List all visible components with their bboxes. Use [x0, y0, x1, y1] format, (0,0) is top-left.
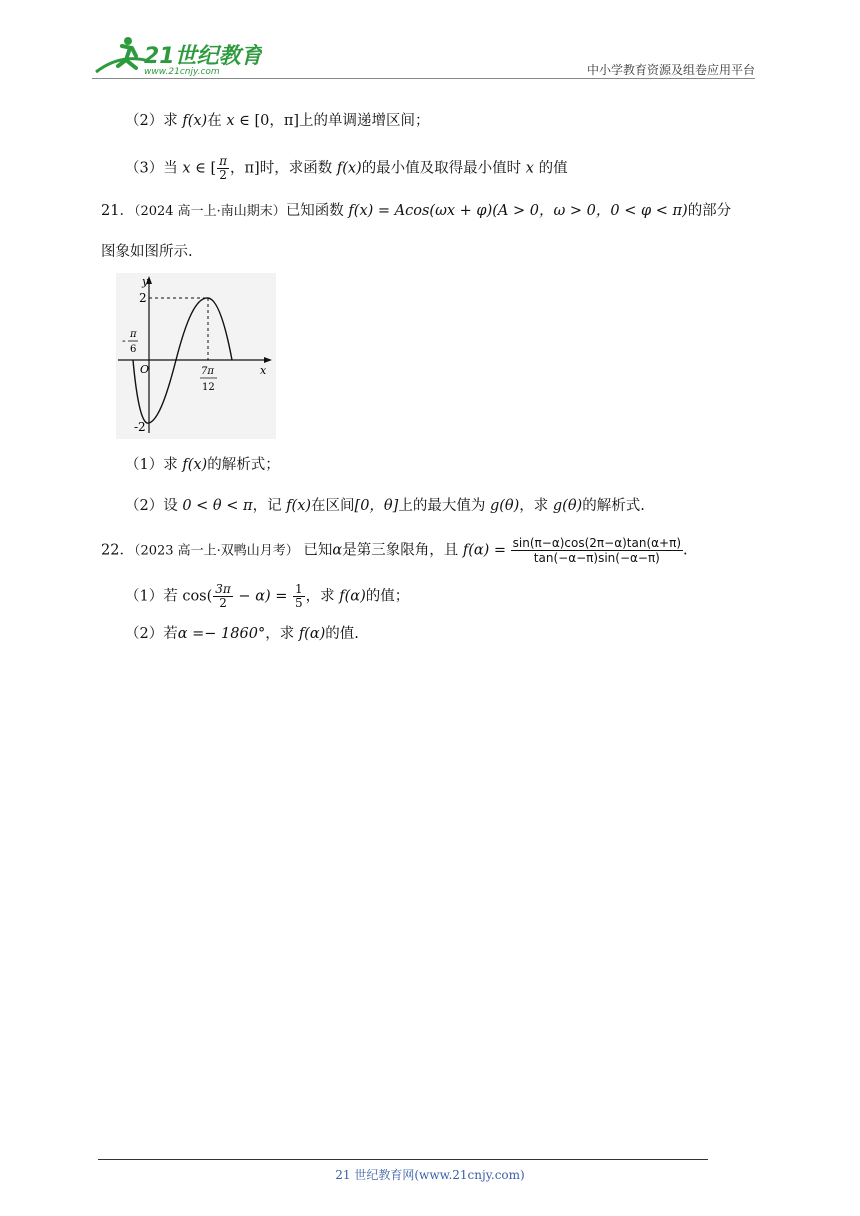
pi-over-2-fraction: $\frac{\pi}{2}$: [219, 154, 228, 182]
header-divider: [92, 78, 755, 79]
logo-url: www.21cnjy.com: [144, 67, 220, 77]
logo-text: 21世纪教育: [144, 44, 262, 69]
q21-stem-line2: 图象如图所示.: [101, 244, 193, 260]
q21-part2: （2）设 0 < θ < π，记 f(x)在区间[0，θ]上的最大值为 g(θ)，求 g(θ)的解析式.: [125, 498, 645, 514]
platform-title: 中小学教育资源及组卷应用平台: [586, 63, 755, 77]
q20-part2: （2）求 f(x)在 x ∈ [0，π]上的单调递增区间；: [125, 113, 430, 129]
svg-text:-: -: [122, 334, 126, 347]
svg-text:π: π: [130, 329, 137, 340]
footer-link[interactable]: 21 世纪教育网(www.21cnjy.com): [335, 1168, 525, 1182]
svg-text:O: O: [140, 363, 150, 376]
svg-text:y: y: [142, 275, 149, 288]
svg-text:7π: 7π: [201, 366, 214, 377]
q21-part1: （1）求 f(x)的解析式；: [125, 457, 280, 473]
svg-text:x: x: [260, 364, 267, 377]
one-fifth-fraction: $\frac{1}{5}$: [295, 582, 303, 610]
site-logo[interactable]: [92, 32, 262, 80]
q20-part3: （3）当 x ∈ [ $\frac{\pi}{2}$ ，π]时，求函数 f(x)的最小值及取得最小值时 x 的值: [125, 154, 568, 182]
svg-text:12: 12: [202, 382, 215, 393]
svg-text:2: 2: [139, 291, 147, 305]
svg-text:6: 6: [130, 344, 137, 355]
q22-part2: （2）若α =− 1860°，求 f(α)的值.: [125, 626, 359, 642]
q21-stem: 21．（2024 高一上·南山期末）已知函数 f(x) = Acos(ωx + φ)(A > 0，ω > 0，0 < φ < π)的部分: [101, 203, 732, 219]
footer-divider: [98, 1159, 708, 1160]
cosine-graph: [116, 273, 276, 439]
q22-stem: 22．（2023 高一上·双鸭山月考） 已知α是第三象限角，且 f(α) = $\frac{\sin(\pi-\alpha)\cos(2\pi-\alpha)\tan(\alpha+\pi)}{\tan(-\alpha-\pi)\sin(-\alpha-\pi)}$ .: [101, 536, 688, 565]
three-pi-over-2-fraction: $\frac{3\pi}{2}$: [215, 582, 231, 610]
f-alpha-fraction: $\frac{\sin(\pi-\alpha)\cos(2\pi-\alpha)\tan(\alpha+\pi)}{\tan(-\alpha-\pi)\sin(-\alpha-\pi)}$: [512, 536, 682, 565]
q22-part1: （1）若 cos( $\frac{3\pi}{2}$ − α) = $\frac{1}{5}$ ，求 f(α)的值；: [125, 582, 410, 610]
svg-text:-2: -2: [134, 420, 146, 434]
